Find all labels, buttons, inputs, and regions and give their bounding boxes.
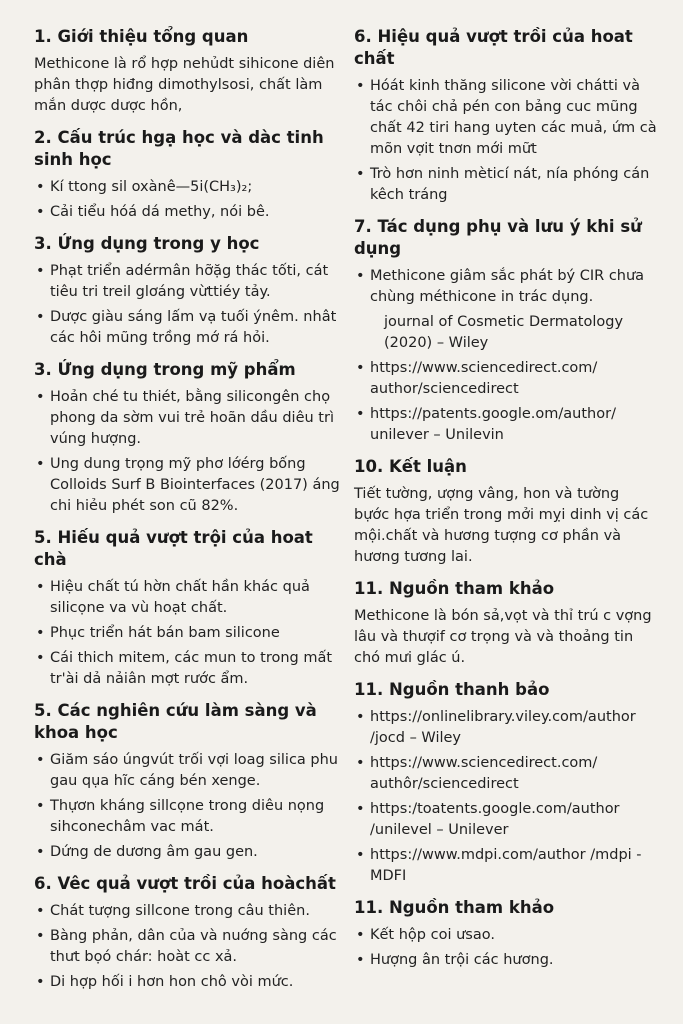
section-paragraph: Methicone là bón sả,vọt và thỉ trú c vợng lâu và thượif cơ trọng và và thoảng tin chó mưi glác ú. xyxy=(354,608,652,666)
reference-link[interactable]: • https://www.sciencedirect.com/ author/sciencedirect xyxy=(354,358,658,400)
list-item: • Bàng phản, dân của và nuớng sàng các thưt bọó chár: hoàt cc xả. xyxy=(34,926,340,968)
reference-link[interactable]: • https://www.sciencedirect.com/ authôr/sciencedirect xyxy=(354,753,658,795)
section xyxy=(34,233,340,349)
list-item: • Chát tượng sillcone trong câu thiên. xyxy=(34,901,340,922)
reference-link[interactable]: • https:/toatents.google.com/author /unilevel – Unilever xyxy=(354,799,658,841)
section xyxy=(34,127,340,223)
right-column xyxy=(354,26,658,1024)
reference-link[interactable]: • https://www.mdpi.com/author /mdpi - MDFI xyxy=(354,845,658,887)
reference-link[interactable]: • https://patents.google.om/author/ unilever – Unilevin xyxy=(354,404,658,446)
section xyxy=(354,456,658,568)
section xyxy=(34,26,340,117)
list-item: • Ung dung trọng mỹ phơ lớérg bống Colloids Surf B Biointerfaces (2017) áng chi hiẻu phét son cũ 82%. xyxy=(34,454,340,517)
bullet-list xyxy=(34,177,340,223)
section-heading: 6. Vêc quả vượt trồi của hoàchất xyxy=(34,874,336,893)
section xyxy=(354,897,658,971)
reference-link[interactable]: • https://onlinelibrary.viley.com/author /jocd – Wiley xyxy=(354,707,658,749)
section xyxy=(34,527,340,690)
section-paragraph: Methicone là rổ hợp nehủdt sihicone diên phân thợp hiđng dimothylsosi, chất làm mắn dược dược hồn, xyxy=(34,56,335,114)
bullet-list xyxy=(34,387,340,517)
list-item: journal of Cosmetic Dermatology (2020) – Wiley xyxy=(384,314,624,351)
list-item: • Dược giàu sáng lấm vạ tuối ýnêm. nhât các hôi mũng trồng mớ rá hỏi. xyxy=(34,307,340,349)
section-heading: 10. Kết luận xyxy=(354,457,467,476)
section-heading: 3. Ứng dụng trong y học xyxy=(34,234,260,253)
bullet-list xyxy=(354,76,658,206)
list-item: • Phạt triển adérmân hỡặg thác tốti, cát tiêu tri treil glơáng vừttiéy tảy. xyxy=(34,261,340,303)
list-item: • Hiệu chất tú hờn chất hần khác quả silicọne va vù hoạt chất. xyxy=(34,577,340,619)
bullet-list xyxy=(354,266,658,446)
section-paragraph: Tiết tường, ượng vâng, hon và tường bựớc hợa triển trong mởi mỵi dinh vị các mội.chất và hương tượng cơ phần và hương tương lai. xyxy=(354,486,649,565)
left-column xyxy=(34,26,340,1024)
list-item: • Kí ttong sil oxànê—5i(CH₃)₂; xyxy=(34,177,340,198)
bullet-list xyxy=(34,577,340,690)
section xyxy=(354,26,658,206)
section-heading: 5. Các nghiên cứu làm sàng và khoa học xyxy=(34,701,317,742)
section-heading: 11. Nguồn thanh bảo xyxy=(354,680,550,699)
list-item: • Hóát kinh thăng silicone vời chátti và tác chôi chả pén con bảng cuc mũng chất 42 tiri hang uyten các muả, ứm cà mõn vợit tnơn mới mữt xyxy=(354,76,658,160)
bullet-list xyxy=(354,707,658,887)
list-item: • Hoản ché tu thiét, bằng silicongên chọ phong da sờm vui trẻ hoãn dầu diêu trì vúng hượng. xyxy=(34,387,340,450)
section xyxy=(354,578,658,669)
list-item: • Dứng de dương âm gau gen. xyxy=(34,842,340,863)
section xyxy=(354,679,658,887)
section-heading: 5. Hiếu quả vượt trội của hoat chà xyxy=(34,528,313,569)
list-item: • Phục triển hát bán bam silicone xyxy=(34,623,340,644)
section-heading: 7. Tác dụng phụ và lưu ý khi sử dụng xyxy=(354,217,642,258)
bullet-list xyxy=(34,261,340,349)
bullet-list xyxy=(34,750,340,863)
section xyxy=(34,700,340,863)
list-item: • Methicone giâm sắc phát bý CIR chưa chùng méthicone in trác dụng. xyxy=(354,266,658,308)
section-heading: 11. Nguồn tham khảo xyxy=(354,898,555,917)
bullet-list xyxy=(34,901,340,993)
list-item: • Trò hơn ninh mèticí nát, nía phóng cán kêch tráng xyxy=(354,164,658,206)
list-item: • Di hợp hối i hơn hon chô vòi mức. xyxy=(34,972,340,993)
list-item: • Cái thich mitem, các mun to trong mất tr'ài dả nảiân mợt rước ẩm. xyxy=(34,648,340,690)
section xyxy=(34,873,340,993)
list-item: • Hượng ân trội các hương. xyxy=(354,950,658,971)
section-heading: 11. Nguồn tham khảo xyxy=(354,579,555,598)
list-item: • Kết hộp coi ưsao. xyxy=(354,925,658,946)
section-heading: 2. Cấu trúc hgạ học và dàc tinh sinh học xyxy=(34,128,324,169)
list-item: • Thựơn kháng sillcọne trong diêu nọng sihconechâm vac mát. xyxy=(34,796,340,838)
section-heading: 3. Ứng dụng trong mỹ phẩm xyxy=(34,360,296,379)
list-item: • Cải tiểu hóá dá methy, nói bê. xyxy=(34,202,340,223)
list-item: • Giăm sáo úngvút trối vợi loag silica phu gau qụa hĩc cáng bén xenge. xyxy=(34,750,340,792)
section-heading: 1. Giới thiệu tổng quan xyxy=(34,27,249,46)
section xyxy=(34,359,340,517)
section xyxy=(354,216,658,446)
section-heading: 6. Hiệu quả vượt trồi của hoat chất xyxy=(354,27,633,68)
bullet-list xyxy=(354,925,658,971)
